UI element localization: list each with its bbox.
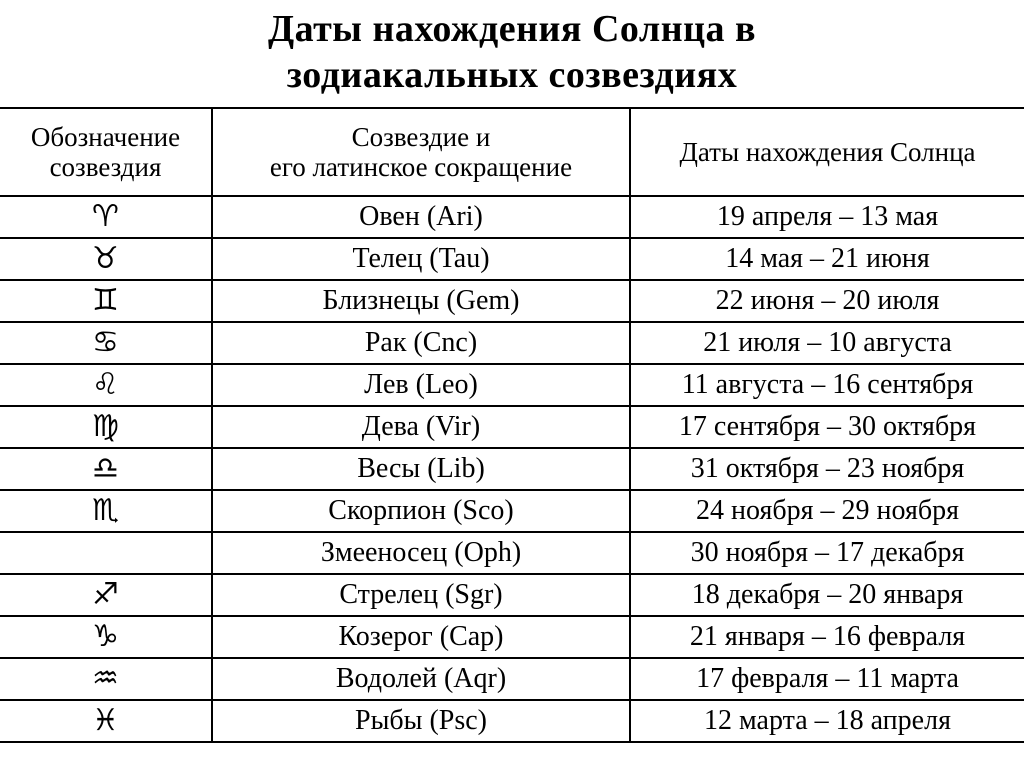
- dates-cell: 14 мая – 21 июня: [630, 238, 1024, 280]
- symbol-cell: [0, 364, 212, 406]
- taurus-icon: ♉: [92, 240, 119, 276]
- header-constellation-line-2: его латинское сокращение: [269, 152, 573, 182]
- table-body: [0, 196, 1024, 742]
- table-row: [0, 574, 1024, 616]
- dates-cell: 31 октября – 23 ноября: [630, 448, 1024, 490]
- constellation-cell: Рыбы (Psc): [212, 700, 630, 742]
- title-line-1: Даты нахождения Солнца в: [267, 8, 757, 50]
- constellation-cell: Скорпион (Sco): [212, 490, 630, 532]
- constellation-cell: Водолей (Aqr): [212, 658, 630, 700]
- symbol-cell: [0, 280, 212, 322]
- dates-cell: 17 февраля – 11 марта: [630, 658, 1024, 700]
- dates-cell: 12 марта – 18 апреля: [630, 700, 1024, 742]
- constellation-cell: Козерог (Cap): [212, 616, 630, 658]
- dates-cell: 19 апреля – 13 мая: [630, 196, 1024, 238]
- scorpio-icon: ♏: [92, 492, 119, 528]
- table-row: [0, 700, 1024, 742]
- dates-cell: 30 ноября – 17 декабря: [630, 532, 1024, 574]
- symbol-cell: [0, 448, 212, 490]
- header-constellation: [212, 108, 630, 196]
- dates-cell: 17 сентября – 30 октября: [630, 406, 1024, 448]
- symbol-cell: [0, 238, 212, 280]
- constellation-cell: Рак (Cnc): [212, 322, 630, 364]
- constellation-cell: Дева (Vir): [212, 406, 630, 448]
- table-row: [0, 658, 1024, 700]
- table-row: [0, 364, 1024, 406]
- constellation-cell: Змееносец (Oph): [212, 532, 630, 574]
- constellation-cell: Стрелец (Sgr): [212, 574, 630, 616]
- table-row: [0, 532, 1024, 574]
- constellation-cell: Весы (Lib): [212, 448, 630, 490]
- virgo-icon: ♍: [92, 408, 119, 444]
- constellation-cell: Овен (Ari): [212, 196, 630, 238]
- symbol-cell: [0, 658, 212, 700]
- sagittarius-icon: ♐: [92, 576, 119, 612]
- header-symbol-line-1: Обозначение: [30, 122, 181, 152]
- leo-icon: ♌: [92, 366, 119, 402]
- table-row: [0, 406, 1024, 448]
- capricorn-icon: ♑: [92, 618, 119, 654]
- table-row: [0, 238, 1024, 280]
- dates-cell: 11 августа – 16 сентября: [630, 364, 1024, 406]
- header-symbol: [0, 108, 212, 196]
- dates-cell: 22 июня – 20 июля: [630, 280, 1024, 322]
- header-constellation-line-1: Созвездие и: [351, 122, 491, 152]
- dates-cell: 24 ноября – 29 ноября: [630, 490, 1024, 532]
- constellation-cell: Лев (Leo): [212, 364, 630, 406]
- symbol-cell: [0, 616, 212, 658]
- table-header: [0, 108, 1024, 196]
- title-line-2: зодиакальных созвездиях: [286, 54, 738, 96]
- cancer-icon: ♋: [92, 324, 119, 360]
- symbol-cell: [0, 532, 212, 574]
- header-symbol-line-2: созвездия: [49, 152, 162, 182]
- aries-icon: ♈: [92, 198, 119, 234]
- pisces-icon: ♓: [92, 702, 119, 738]
- zodiac-table: [0, 107, 1024, 743]
- symbol-cell: [0, 322, 212, 364]
- table-row: [0, 616, 1024, 658]
- table-row: [0, 448, 1024, 490]
- symbol-cell: [0, 574, 212, 616]
- table-row: [0, 196, 1024, 238]
- table-row: [0, 490, 1024, 532]
- gemini-icon: ♊: [92, 282, 119, 318]
- constellation-cell: Близнецы (Gem): [212, 280, 630, 322]
- symbol-cell: [0, 490, 212, 532]
- symbol-cell: [0, 700, 212, 742]
- libra-icon: ♎: [92, 450, 119, 486]
- header-row: [0, 108, 1024, 196]
- dates-cell: 18 декабря – 20 января: [630, 574, 1024, 616]
- dates-cell: 21 января – 16 февраля: [630, 616, 1024, 658]
- symbol-cell: [0, 196, 212, 238]
- dates-cell: 21 июля – 10 августа: [630, 322, 1024, 364]
- table-row: [0, 322, 1024, 364]
- header-dates: Даты нахождения Солнца: [630, 108, 1024, 196]
- symbol-cell: [0, 406, 212, 448]
- table-row: [0, 280, 1024, 322]
- page-title: [0, 6, 1024, 98]
- constellation-cell: Телец (Tau): [212, 238, 630, 280]
- aquarius-icon: ♒: [92, 660, 119, 696]
